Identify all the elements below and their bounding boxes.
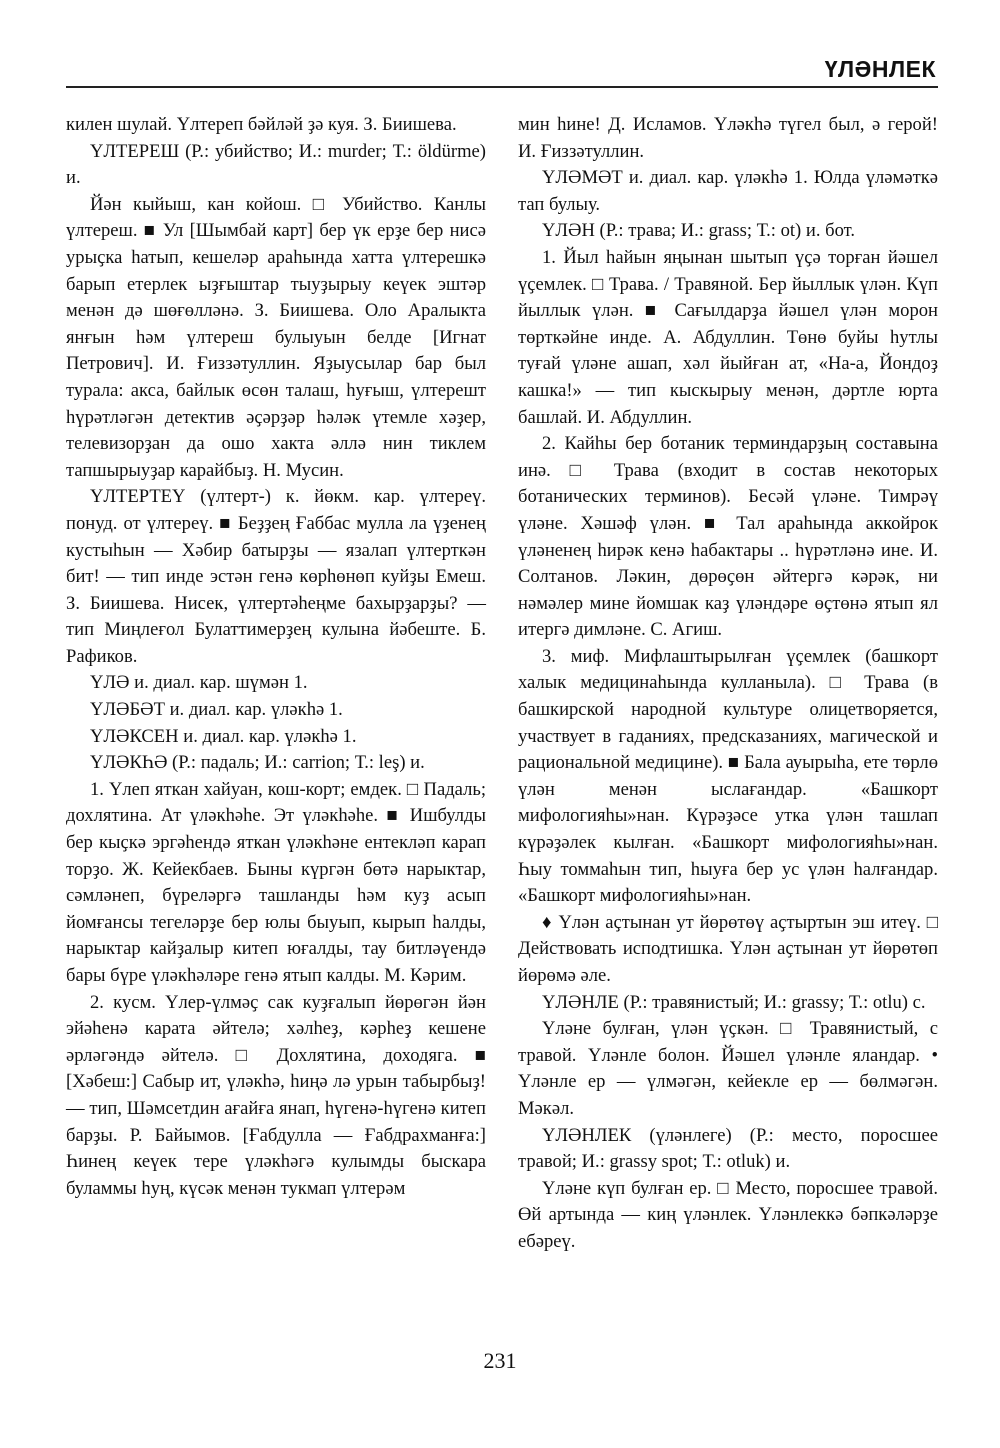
right-column [518,112,938,1256]
entry-paragraph: ҮЛТЕРТЕҮ (үлтерт-) к. йөкм. кар. үлтереү. понуд. от үлтереү. ■ Беҙҙең Ғаббас мулла ла үҙенең кустыһын — Хәбир батырҙы — язалап үлтерткән бит! — тип инде эстән генә көрһөнөп куйҙы Емеш. З. Биишева. Нисек, үлтертәһеңме бахырҙарҙы? — тип Миңлеғол Булаттимерҙең кулына йәбеште. Б. Рафиков. [66,486,486,667]
page-number: 231 [483,1348,517,1373]
entry-paragraph: 3. миф. Мифлаштырылған үҫемлек (башкорт халык медицинаһында кулланыла). □ Трава (в башкирской народной культуре олицетворяется, участвует в гаданиях, предсказаниях, магической и рациональной медицине). ■ Бала ауырыһа, ете төрлө үлән менән ыслағандар. «Башкорт мифологияһы»нан. Күрәҙәсе утка үлән ташлап күрәҙәлек кылған. «Башкорт мифологияһы»нан. Һыу томмаһын тип, һыуға бер ус үлән һалғандар. «Башкорт мифологияһы»нан. [518,645,938,907]
entry-paragraph: Йән кыйыш, кан койош. □ Убийство. Канлы үлтереш. ■ Ул [Шымбай карт] бер үк ерҙе бер нисә урыҫка һатып, кешеләр араһында хатта үлтерешкә барып етерлек ыҙғыштар тыуҙырыу кеүек эштәр менән дә шөғөлләнә. З. Биишева. Оло Аралыкта янғын һәм үлтереш булыуын белде [Игнат Петрович]. И. Ғиззәтуллин. Яҙыусылар бар был турала: акса, байлык өсөн талаш, һуғыш, үлтерешт һүрәтләгән детектив әҫәрҙәр һәләк үтемле хәҙер, телевизорҙан да ошо хакта әллә нин тиклем тапшырыуҙар карайбыҙ. Н. Мусин. [66,193,486,481]
entry-paragraph: ҮЛӘ и. диал. кар. шүмән 1. [90,672,308,694]
entry-paragraph: ҮЛӘКҺӘ (Р.: падаль; И.: carrion; Т.: leş) и. [90,752,425,774]
entry-paragraph: ҮЛӘБӘТ и. диал. кар. үләкһә 1. [90,699,343,721]
entry-paragraph: ♦ Үлән аҫтынан ут йөрөтөү аҫтыртын эш итеү. □ Действовать исподтишка. Үлән аҫтынан ут йөрөтөп йөрөмә әле. [518,911,938,986]
entry-paragraph: ҮЛӘМӘТ и. диал. кар. үләкһә 1. Юлда үләмәткә тап булыу. [518,167,938,215]
entry-paragraph: Үләне күп булған ер. □ Место, поросшее травой. Өй артында — киң үләнлек. Үләнлеккә бәпкәләрҙе ебәреү. [518,1177,938,1252]
entry-paragraph: 1. Үлеп яткан хайуан, кош-корт; емдек. □ Падаль; дохлятина. Ат үләкһәһе. Эт үләкһәһе. ■ Ишбулды бер кыҫкә эргәһендә яткан үләкһәне ентекләп карап торҙо. Ж. Кейекбаев. Быны күргән бөтә нарыктар, сәмләнеп, бүреләргә ташланды һәм куҙ асып йомғансы тегеләрҙе бер юлы быуып, кырып һалды, нарыктар кайҙалыр китеп юғалды, тау битләүендә бары бүре үләкһәләре генә ятып калды. М. Кәрим. [66,778,486,986]
entry-paragraph: килен шулай. Үлтереп бәйләй ҙә куя. З. Биишева. [66,114,457,135]
entry-paragraph: ҮЛӘН (Р.: трава; И.: grass; Т.: ot) и. бот. [542,220,856,242]
entry-paragraph: ҮЛӘНЛЕ (Р.: травянистый; И.: grassy; Т.: otlu) с. [542,991,926,1013]
entry-paragraph: ҮЛӘНЛЕК (үләнлеге) (Р.: место, поросшее травой; И.: grassy spot; Т.: otluk) и. [518,1124,938,1173]
entry-paragraph: Үләне булған, үлән үҫкән. □ Травянистый, с травой. Үләнле болон. Йәшел үләнле яландар. • Үләнле ер — үлмәгән, кейекле ер — бөлмәгән. Мәкәл. [518,1018,938,1119]
running-header [66,54,938,88]
entry-paragraph: ҮЛТЕРЕШ (Р.: убийство; И.: murder; Т.: öldürme) и. [66,140,486,189]
left-column [66,112,486,1202]
entry-paragraph: 1. Йыл һайын яңынан шытып үҫә торған йәшел үҫемлек. □ Трава. / Травяной. Бер йыллык үлән. Күп йыллык үлән. ■ Сағылдарҙа йәшел үлән морон төрткәйне инде. А. Абдуллин. Төнө буйы һутлы туғай үләне ашап, хәл йыйған ат, «На-а, Йондоҙ кашка!» — тип кыскырыу менән, дәртле юрта башлай. И. Абдуллин. [518,246,938,428]
running-head-word: ҮЛӘНЛЕК [824,56,936,82]
entry-paragraph: 2. Кайһы бер ботаник терминдарҙың составына инә. □ Трава (входит в состав некоторых ботанических терминов). Бесәй үләне. Тимрәү үләне. Хәшәф үлән. ■ Тал араһында аккойрок үләненең һирәк кенә һабактары .. һүрәтләнә ине. И. Солтанов. Ләкин, дөрөҫөн әйтергә кәрәк, ни нәмәлер мине йомшак каҙ үләндәре өҫтөнә ятып ял итергә димләне. С. Агиш. [518,433,938,641]
entry-paragraph: 2. кусм. Үлер-үлмәҫ сак куҙғалып йөрөгән йән эйәһенә карата әйтелә; хәлһеҙ, кәрһеҙ кешене әрләгәндә әйтелә. □ Дохлятина, доходяга. ■ [Хәбеш:] Сабыр ит, үләкһә, һиңә лә урын табырбыҙ! — тип, Шәмсетдин ағайға янап, һүгенә-һүгенә китеп барҙы. Р. Байымов. [Ғабдулла — Ғабдрахманға:] Һинең кеүек тере үләкһәгә кулымды быскара буламмы һуң, күсәк менән тукмап үлтерәм [66,991,486,1199]
entry-paragraph: ҮЛӘКСЕН и. диал. кар. үләкһә 1. [90,725,357,747]
entry-paragraph: мин һине! Д. Исламов. Үләкһә түгел был, ә герой! И. Ғиззәтуллин. [518,114,938,162]
